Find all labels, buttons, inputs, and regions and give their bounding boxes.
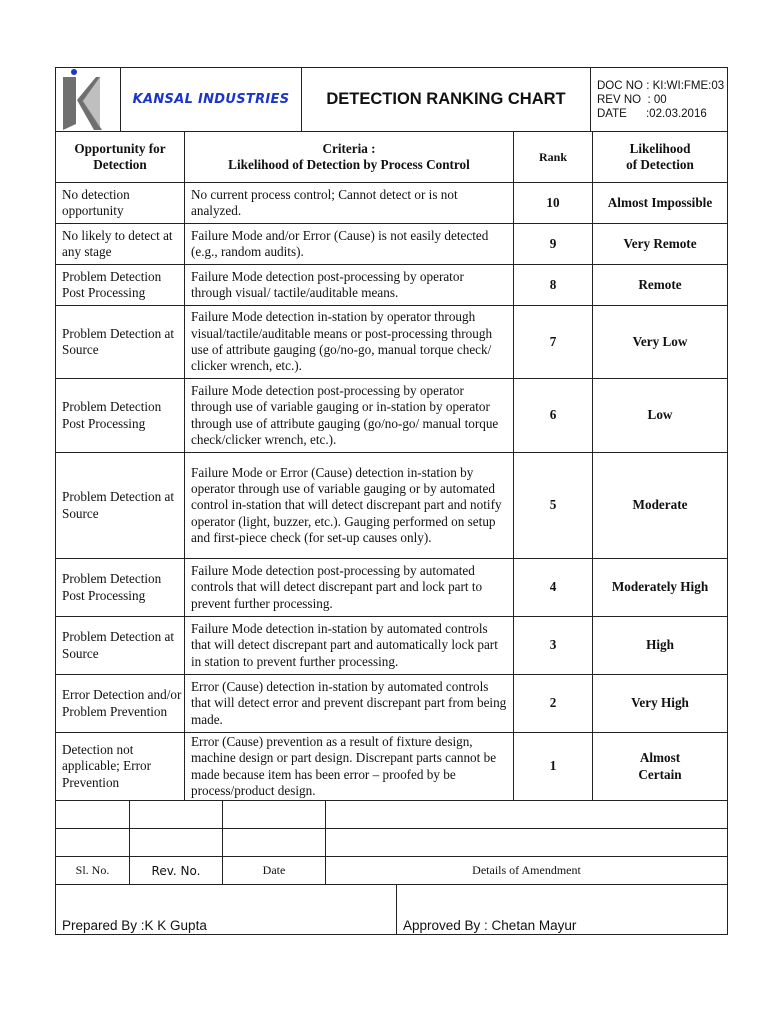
opportunity-cell: Problem Detection Post Processing — [56, 559, 185, 617]
rank-cell: 2 — [514, 675, 593, 733]
opportunity-cell: Problem Detection at Source — [56, 617, 185, 675]
doc-number: DOC NO : KI:WI:FME:03 — [597, 79, 725, 92]
opportunity-cell: Problem Detection at Source — [56, 306, 185, 379]
blank-cell — [56, 801, 130, 829]
criteria-cell: Failure Mode and/or Error (Cause) is not easily detected (e.g., random audits). — [185, 224, 514, 265]
criteria-cell: Failure Mode detection post-processing by operator through use of variable gauging or in-station by operator through use of attribute gauging (go/no-go/ manual torque check/clicker wrench, etc.). — [185, 379, 514, 453]
likelihood-cell: Very Low — [593, 306, 728, 379]
col-opportunity-line2: Detection — [93, 157, 147, 172]
document-header — [55, 67, 728, 132]
amendment-header-row — [56, 857, 728, 885]
table-row — [56, 617, 728, 675]
likelihood-cell: Almost Impossible — [593, 183, 728, 224]
col-criteria — [185, 132, 514, 183]
rank-cell: 5 — [514, 453, 593, 559]
criteria-cell: No current process control; Cannot detect or is not analyzed. — [185, 183, 514, 224]
likelihood-cell: Remote — [593, 265, 728, 306]
likelihood-cell: Very High — [593, 675, 728, 733]
col-likelihood-line2: of Detection — [626, 157, 694, 172]
col-opportunity-line1: Opportunity for — [74, 140, 166, 156]
blank-cell — [223, 801, 326, 829]
table-row — [56, 265, 728, 306]
likelihood-cell: Low — [593, 379, 728, 453]
likelihood-cell: Very Remote — [593, 224, 728, 265]
blank-cell — [326, 801, 728, 829]
doc-info — [591, 68, 728, 132]
table-row — [56, 306, 728, 379]
document-page — [55, 67, 728, 935]
opportunity-cell: Problem Detection at Source — [56, 453, 185, 559]
rank-cell: 7 — [514, 306, 593, 379]
date-label: Date — [223, 857, 326, 885]
amendment-details-label: Details of Amendment — [326, 857, 728, 885]
criteria-cell: Error (Cause) prevention as a result of fixture design, machine design or part design. Discrepant parts cannot be made because item has been error – proofed by be process/product design. — [185, 733, 514, 801]
criteria-cell: Error (Cause) detection in-station by automated controls that will detect error and prevent discrepant part from being made. — [185, 675, 514, 733]
company-logo-icon — [56, 68, 120, 131]
sl-no-label: Sl. No. — [56, 857, 130, 885]
table-row — [56, 224, 728, 265]
col-opportunity — [56, 132, 185, 183]
criteria-cell: Failure Mode detection post-processing by automated controls that will detect discrepant part and lock part to prevent further processing. — [185, 559, 514, 617]
col-criteria-line2: Likelihood of Detection by Process Control — [228, 157, 470, 172]
col-criteria-line1: Criteria : — [322, 140, 376, 156]
blank-cell — [130, 801, 223, 829]
table-row — [56, 675, 728, 733]
signoff-table — [55, 884, 728, 935]
table-row — [56, 733, 728, 801]
table-row — [56, 183, 728, 224]
rank-cell: 4 — [514, 559, 593, 617]
table-row — [56, 453, 728, 559]
criteria-cell: Failure Mode detection post-processing by operator through visual/ tactile/auditable means. — [185, 265, 514, 306]
blank-cell — [56, 829, 130, 857]
company-name: KANSAL INDUSTRIES — [121, 68, 302, 132]
blank-cell — [223, 829, 326, 857]
blank-cell — [326, 829, 728, 857]
rev-no-label: Rev. No. — [130, 857, 223, 885]
ranking-table — [55, 131, 728, 801]
criteria-cell: Failure Mode detection in-station by operator through visual/tactile/auditable means or post-processing through use of attribute gauging (go/no-go, manual torque check/ clicker wrench, etc.). — [185, 306, 514, 379]
approved-by: Approved By : Chetan Mayur — [397, 885, 728, 935]
document-title: DETECTION RANKING CHART — [302, 68, 591, 132]
rank-cell: 9 — [514, 224, 593, 265]
rank-cell: 6 — [514, 379, 593, 453]
blank-cell — [130, 829, 223, 857]
likelihood-cell: Almost Certain — [593, 733, 728, 801]
revision-number: REV NO : 00 — [597, 93, 667, 106]
amendment-blank-row — [56, 829, 728, 857]
amendment-blank-row — [56, 801, 728, 829]
logo-cell — [56, 68, 121, 132]
document-date: DATE :02.03.2016 — [597, 107, 707, 120]
likelihood-cell: Moderately High — [593, 559, 728, 617]
table-header-row — [56, 132, 728, 183]
col-rank: Rank — [514, 132, 593, 183]
rank-cell: 8 — [514, 265, 593, 306]
col-likelihood — [593, 132, 728, 183]
likelihood-cell: High — [593, 617, 728, 675]
likelihood-cell: Moderate — [593, 453, 728, 559]
opportunity-cell: No detection opportunity — [56, 183, 185, 224]
table-row — [56, 379, 728, 453]
opportunity-cell: No likely to detect at any stage — [56, 224, 185, 265]
rank-cell: 10 — [514, 183, 593, 224]
opportunity-cell: Error Detection and/or Problem Prevention — [56, 675, 185, 733]
opportunity-cell: Detection not applicable; Error Prevention — [56, 733, 185, 801]
opportunity-cell: Problem Detection Post Processing — [56, 379, 185, 453]
rank-cell: 3 — [514, 617, 593, 675]
rank-cell: 1 — [514, 733, 593, 801]
prepared-by: Prepared By :K K Gupta — [56, 885, 397, 935]
amendment-table — [55, 800, 728, 885]
col-likelihood-line1: Likelihood — [629, 140, 691, 156]
table-row — [56, 559, 728, 617]
criteria-cell: Failure Mode or Error (Cause) detection in-station by operator through use of variable gauging or by automated control in-station that will detect discrepant part and notify operator (light, buzzer, etc.). Gauging performed on setup and first-piece check (for set-up causes only). — [185, 453, 514, 559]
opportunity-cell: Problem Detection Post Processing — [56, 265, 185, 306]
criteria-cell: Failure Mode detection in-station by automated controls that will detect discrepant part and automatically lock part in station to prevent further processing. — [185, 617, 514, 675]
